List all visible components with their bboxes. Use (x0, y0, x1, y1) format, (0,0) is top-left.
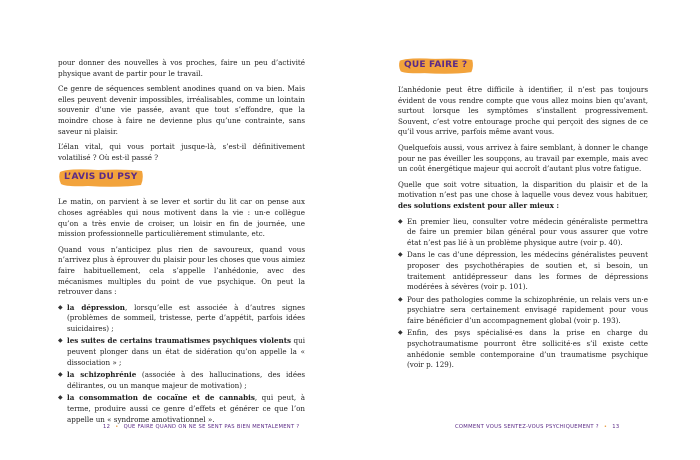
list-item: ◆ la schizophrénie (associée à des hallucinations, des idées délirantes, ou un manque majeur de motivation) ; (58, 370, 305, 390)
section-heading-que-faire (398, 56, 648, 78)
right-column (398, 56, 648, 376)
list-item: ◆ Pour des pathologies comme la schizophrénie, un relais vers un·e psychiatre sera certainement envisagé rapidement pour vous faire bénéficier d’un accompagnement global (voir p. 193). (398, 294, 648, 325)
bullet-icon: ◆ (398, 217, 403, 225)
page-number: 13 (612, 424, 620, 430)
bullet-icon: ◆ (58, 394, 63, 402)
footer-right (455, 424, 619, 430)
list-item: ◆ Enfin, des psys spécialisé·es dans la prise en charge du psychotraumatisme pourront être sollicité·es s’il existe cette anhédonie semble contemporaine d’un traumatisme psychique (voir p. 129). (398, 328, 648, 370)
bullet-list (58, 303, 305, 426)
running-title: QUE FAIRE QUAND ON NE SE SENT PAS BIEN MENTALEMENT ? (123, 424, 300, 430)
bullet-icon: ◆ (398, 329, 403, 337)
list-item: ◆ la dépression, lorsqu’elle est associée à d’autres signes (problèmes de sommeil, tristesse, perte d’appétit, parfois idées suicidaires) ; (58, 302, 305, 333)
paragraph: Le matin, on parvient à se lever et sortir du lit car on pense aux choses agréables qui nous motivent dans la vie : un·e collègue qu’on a très envie de croiser, un loisir en fin de journée, une mission professionnelle particulièrement stimulante, etc. (58, 197, 305, 239)
list-item: ◆ Dans le cas d’une dépression, les médecins généralistes peuvent proposer des psychothérapies de soutien et, si besoin, un traitement antidépresseur dans les formes de dépressions modérées à sévères (voir p. 101). (398, 250, 648, 292)
left-column (58, 58, 305, 430)
paragraph: L’anhédonie peut être difficile à identifier, il n’est pas toujours évident de vous rendre compte que vous allez moins bien qu’avant, surtout lorsque les symptômes s’installent progressivement. Souvent, c’est votre entourage proche qui perçoit des signes de ce qu’il vous arrive, parfois même avant vous. (398, 85, 648, 137)
bullet-icon: ◆ (58, 337, 63, 345)
list-item: ◆ les suites de certains traumatismes psychiques violents qui peuvent plonger dans un état de sidération qu’on appelle la « dissociation » ; (58, 336, 305, 367)
bullet-icon: ◆ (398, 251, 403, 259)
paragraph: pour donner des nouvelles à vos proches, faire un peu d’activité physique avant de partir pour le travail. (58, 58, 305, 78)
bullet-icon: ◆ (398, 295, 403, 303)
section-heading-text: L’AVIS DU PSY (64, 172, 138, 183)
paragraph: Ce genre de séquences semblent anodines quand on va bien. Mais elles peuvent devenir impossibles, irréalisables, comme un lointain souvenir d’une vie passée, avant que tout s’effondre, que la moindre chose à faire ne devienne plus qu’une contrainte, sans saveur ni plaisir. (58, 84, 305, 136)
paragraph: Quelle que soit votre situation, la disparition du plaisir et de la motivation n’est pas une chose à laquelle vous devez vous habituer, des solutions existent pour aller mieux : (398, 179, 648, 210)
section-heading-text: QUE FAIRE ? (404, 60, 468, 70)
dot-icon: • (603, 424, 608, 430)
bullet-icon: ◆ (58, 371, 63, 379)
bullet-icon: ◆ (58, 303, 63, 311)
page-number: 12 (103, 424, 111, 430)
list-item: ◆ la consommation de cocaïne et de cannabis, qui peut, à terme, produire aussi ce genre d’effets et générer ce que l’on appelle un « syndrome amotivationnel ». (58, 393, 306, 424)
running-title: COMMENT VOUS SENTEZ-VOUS PSYCHIQUEMENT ? (455, 424, 599, 430)
list-item: ◆ En premier lieu, consulter votre médecin généraliste permettra de faire un premier bilan général pour vous assurer que votre état n’est pas lié à un problème physique autre (voir p. 40). (398, 216, 648, 247)
paragraph: Quand vous n’anticipez plus rien de savoureux, quand vous n’arrivez plus à éprouver du plaisir pour les choses que vous aimiez faire habituellement, cela s’appelle l’anhédonie, avec des mécanismes multiples du point de vue psychique. On peut la retrouver dans : (58, 244, 305, 297)
footer-left (103, 424, 299, 430)
paragraph: Quelquefois aussi, vous arrivez à faire semblant, à donner le change pour ne pas éveiller les soupçons, au travail par exemple, mais avec un coût énergétique majeur qui accroît d’autant plus votre fatigue. (398, 142, 648, 174)
paragraph: L’élan vital, qui vous portait jusque-là, s’est-il définitivement volatilisé ? Où est-il passé ? (58, 142, 305, 162)
section-heading-avis (58, 168, 305, 190)
bullet-list (398, 217, 648, 371)
dot-icon: • (115, 424, 119, 430)
